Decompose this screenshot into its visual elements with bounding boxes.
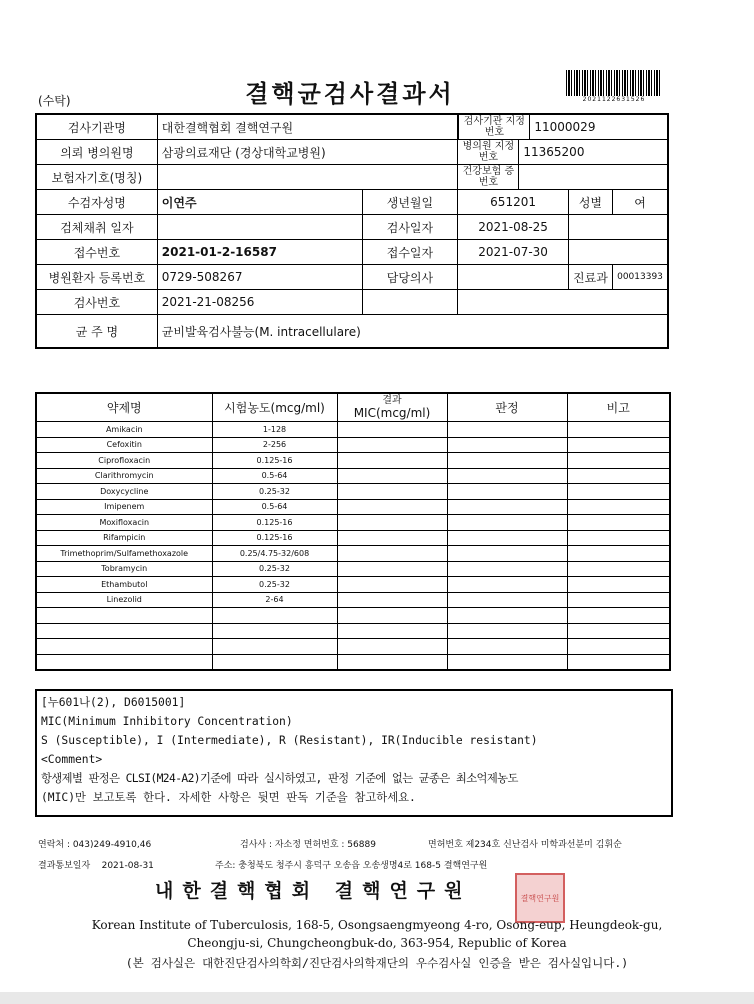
concentration-cell: 0.125-16 <box>212 530 337 546</box>
barcode-number: 2021122631526 <box>582 96 646 103</box>
concentration-cell: 0.125-16 <box>212 515 337 531</box>
table-row <box>36 515 670 531</box>
footer-address-kr: 주소: 충청북도 청주시 흥덕구 오송읍 오송생명4로 168-5 결핵연구원 <box>215 861 488 871</box>
insurance-no-value <box>519 165 667 189</box>
reg-no-label: 병원환자 등록번호 <box>36 265 157 290</box>
judgement-cell <box>447 561 567 577</box>
remarks-cell <box>567 515 670 531</box>
reg-no-value: 0729-508267 <box>157 265 362 290</box>
strain-value: 균비발육검사불능(M. intracellulare) <box>157 315 668 349</box>
col-drug-header: 약제명 <box>36 393 212 422</box>
footer-license: 면허번호 제234호 신난검사 미학과선분미 김휘순 <box>428 840 622 850</box>
judgement-cell <box>447 484 567 500</box>
remarks-cell <box>567 499 670 515</box>
mic-result-cell <box>337 623 447 639</box>
col-result-header <box>337 393 447 422</box>
table-row <box>36 577 670 593</box>
drug-name-cell: Linezolid <box>36 592 212 608</box>
judgement-cell <box>447 422 567 438</box>
drug-susceptibility-table <box>35 392 671 671</box>
concentration-cell <box>212 623 337 639</box>
hospital-value: 삼광의료재단 (경상대학교병원) <box>157 140 458 165</box>
mic-result-cell <box>337 422 447 438</box>
judgement-cell <box>447 546 567 562</box>
official-seal <box>515 873 565 923</box>
comment-text-1: 항생제별 판정은 CLSI(M24-A2)기준에 따라 실시하였고, 판정 기준에 없는 균종은 최소억제농도 <box>41 772 518 785</box>
table-row <box>36 437 670 453</box>
mic-result-cell <box>337 484 447 500</box>
judgement-cell <box>447 639 567 655</box>
test-no-label: 검사번호 <box>36 290 157 315</box>
page-title: 결핵균검사결과서 <box>245 79 455 108</box>
concentration-cell: 0.25-32 <box>212 561 337 577</box>
footer-report-date: 결과통보일자 2021-08-31 <box>38 861 154 871</box>
sex-label: 성별 <box>568 190 612 215</box>
agency-label: 검사기관명 <box>36 114 157 140</box>
patient-info-table <box>35 113 669 349</box>
judgement-cell <box>447 468 567 484</box>
remarks-cell <box>567 577 670 593</box>
drug-name-cell: Tobramycin <box>36 561 212 577</box>
concentration-cell <box>212 639 337 655</box>
drug-name-cell <box>36 654 212 670</box>
remarks-cell <box>567 468 670 484</box>
birth-value: 651201 <box>458 190 568 215</box>
drug-name-cell: Imipenem <box>36 499 212 515</box>
table-row <box>36 453 670 469</box>
receipt-label: (수탁) <box>38 94 71 108</box>
mic-result-cell <box>337 561 447 577</box>
receipt-date-value: 2021-07-30 <box>458 240 568 265</box>
table-row <box>36 608 670 624</box>
drug-name-cell: Moxifloxacin <box>36 515 212 531</box>
remarks-cell <box>567 530 670 546</box>
table-row <box>36 468 670 484</box>
doctor-value <box>458 265 568 290</box>
sex-value: 여 <box>613 190 668 215</box>
insurer-value <box>157 165 458 190</box>
concentration-cell: 1-128 <box>212 422 337 438</box>
hospital-label: 의뢰 병의원명 <box>36 140 157 165</box>
concentration-cell <box>212 654 337 670</box>
insurer-label: 보험자기호(명칭) <box>36 165 157 190</box>
concentration-cell: 2-256 <box>212 437 337 453</box>
footer-address-en-1: Korean Institute of Tuberculosis, 168-5, Osongsaengmyeong 4-ro, Osong-eup, Heungdeok-gu, <box>91 918 663 932</box>
remarks-cell <box>567 561 670 577</box>
mic-result-cell <box>337 453 447 469</box>
seal-text: 결핵연구원 <box>520 893 560 903</box>
mic-result-cell <box>337 437 447 453</box>
drug-name-cell <box>36 608 212 624</box>
dept-label: 진료과 <box>568 265 612 290</box>
mic-result-cell <box>337 468 447 484</box>
organization-name: 내한결핵협회 결핵연구원 <box>155 880 472 902</box>
remarks-cell <box>567 546 670 562</box>
drug-name-cell: Amikacin <box>36 422 212 438</box>
drug-name-cell <box>36 623 212 639</box>
agency-code-value: 11000029 <box>534 120 596 134</box>
footer-phone: 연락처 : 043)249-4910,46 <box>38 840 152 850</box>
mic-result-cell <box>337 577 447 593</box>
concentration-cell: 0.125-16 <box>212 453 337 469</box>
concentration-cell: 0.5-64 <box>212 468 337 484</box>
mic-result-cell <box>337 592 447 608</box>
judgement-cell <box>447 437 567 453</box>
drug-name-cell: Cefoxitin <box>36 437 212 453</box>
col-judgement-header: 판정 <box>447 393 567 422</box>
mic-result-cell <box>337 530 447 546</box>
agency-code-label: 검사기관 지정번호 <box>459 115 530 139</box>
doctor-label: 담당의사 <box>362 265 458 290</box>
mic-result-cell <box>337 546 447 562</box>
footer-certification: (본 검사실은 대한진단검사의학회/진단검사의학재단의 우수검사실 인증을 받은 검사실입니다.) <box>125 956 629 970</box>
remarks-cell <box>567 592 670 608</box>
mic-result-cell <box>337 654 447 670</box>
remarks-cell <box>567 422 670 438</box>
barcode <box>566 70 662 104</box>
dept-value: 00013393 <box>613 265 668 290</box>
table-row <box>36 639 670 655</box>
comment-code: [누601나(2), D6015001] <box>41 696 186 709</box>
drug-name-cell <box>36 639 212 655</box>
drug-rows <box>36 422 670 671</box>
footer-address-en-2: Cheongju-si, Chungcheongbuk-do, 363-954, Republic of Korea <box>187 936 567 950</box>
table-row <box>36 422 670 438</box>
drug-name-cell: Doxycycline <box>36 484 212 500</box>
judgement-cell <box>447 530 567 546</box>
footer-tester: 검사사 : 자소정 면허번호 : 56889 <box>240 840 376 850</box>
table-row <box>36 546 670 562</box>
concentration-cell: 0.5-64 <box>212 499 337 515</box>
collection-date-value <box>157 215 362 240</box>
concentration-cell <box>212 608 337 624</box>
comment-mic-definition: MIC(Minimum Inhibitory Concentration) <box>41 715 293 728</box>
drug-name-cell: Clarithromycin <box>36 468 212 484</box>
comment-text-2: (MIC)만 보고토록 한다. 자세한 사항은 뒷면 판독 기준을 참고하세요. <box>41 791 416 804</box>
agency-value: 대한결핵협회 결핵연구원 <box>157 114 458 140</box>
receipt-no-label: 접수번호 <box>36 240 157 265</box>
table-row <box>36 561 670 577</box>
drug-name-cell: Ciprofloxacin <box>36 453 212 469</box>
remarks-cell <box>567 623 670 639</box>
test-date-value: 2021-08-25 <box>458 215 568 240</box>
mic-result-cell <box>337 608 447 624</box>
table-row <box>36 499 670 515</box>
comment-legend: S (Susceptible), I (Intermediate), R (Resistant), IR(Inducible resistant) <box>41 734 538 747</box>
birth-label: 생년월일 <box>362 190 458 215</box>
judgement-cell <box>447 577 567 593</box>
table-row <box>36 623 670 639</box>
result-header-bottom: MIC(mcg/ml) <box>353 405 431 420</box>
table-row <box>36 530 670 546</box>
remarks-cell <box>567 437 670 453</box>
remarks-cell <box>567 654 670 670</box>
hospital-code-label: 병의원 지정번호 <box>458 140 519 164</box>
judgement-cell <box>447 515 567 531</box>
judgement-cell <box>447 499 567 515</box>
mic-result-cell <box>337 639 447 655</box>
comment-box <box>35 689 673 817</box>
mic-result-cell <box>337 515 447 531</box>
remarks-cell <box>567 639 670 655</box>
drug-name-cell: Ethambutol <box>36 577 212 593</box>
receipt-date-label: 접수일자 <box>362 240 458 265</box>
table-row <box>36 484 670 500</box>
judgement-cell <box>447 623 567 639</box>
page-bottom-bar <box>0 992 754 1004</box>
table-row <box>36 654 670 670</box>
col-remarks-header: 비고 <box>567 393 670 422</box>
concentration-cell: 0.25-32 <box>212 577 337 593</box>
judgement-cell <box>447 592 567 608</box>
concentration-cell: 2-64 <box>212 592 337 608</box>
remarks-cell <box>567 484 670 500</box>
drug-name-cell: Rifampicin <box>36 530 212 546</box>
col-concentration-header: 시험농도(mcg/ml) <box>212 393 337 422</box>
patient-name-label: 수검자성명 <box>36 190 157 215</box>
comment-heading: <Comment> <box>41 753 103 766</box>
insurance-no-label: 건강보험 증번호 <box>458 165 519 189</box>
strain-label: 균 주 명 <box>36 315 157 349</box>
collection-date-label: 검체채취 일자 <box>36 215 157 240</box>
hospital-code-value: 11365200 <box>523 145 585 159</box>
remarks-cell <box>567 608 670 624</box>
test-date-label: 검사일자 <box>362 215 458 240</box>
concentration-cell: 0.25-32 <box>212 484 337 500</box>
drug-name-cell: Trimethoprim/Sulfamethoxazole <box>36 546 212 562</box>
concentration-cell: 0.25/4.75-32/608 <box>212 546 337 562</box>
judgement-cell <box>447 654 567 670</box>
barcode-bars <box>566 70 662 96</box>
result-header-top: 결과 <box>382 394 402 406</box>
mic-result-cell <box>337 499 447 515</box>
table-row <box>36 592 670 608</box>
receipt-no-value: 2021-01-2-16587 <box>157 240 362 265</box>
remarks-cell <box>567 453 670 469</box>
judgement-cell <box>447 608 567 624</box>
patient-name-value: 이연주 <box>157 190 362 215</box>
judgement-cell <box>447 453 567 469</box>
test-no-value: 2021-21-08256 <box>157 290 362 315</box>
